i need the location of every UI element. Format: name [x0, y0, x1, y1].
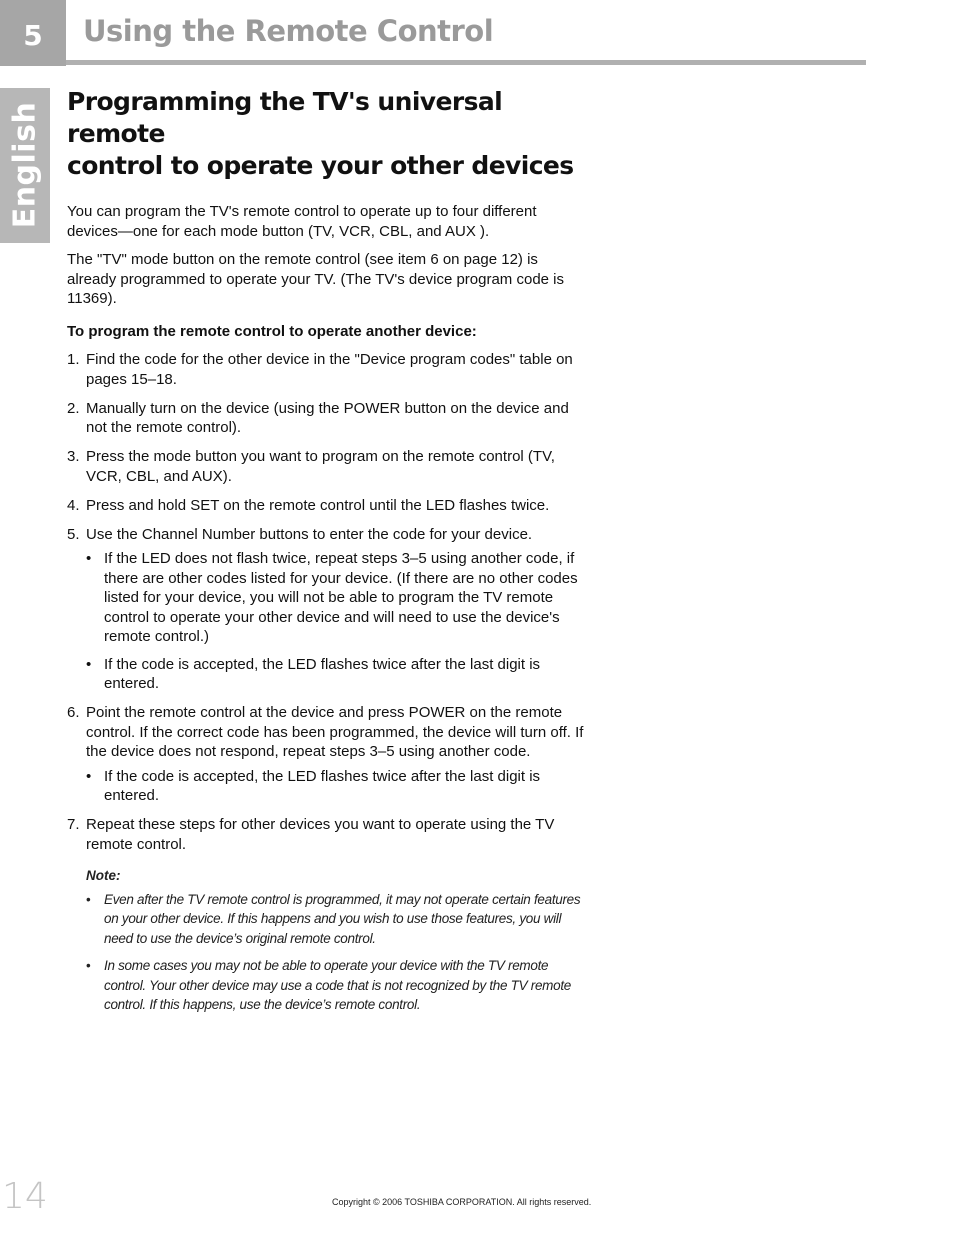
step-text: Press and hold SET on the remote control until the LED flashes twice.	[86, 496, 550, 514]
step-text: Repeat these steps for other devices you want to operate using the TV remote control.	[86, 816, 555, 853]
section-title-line1: Programming the TV's universal remote	[67, 87, 503, 148]
step-item	[67, 525, 587, 694]
step-item	[67, 399, 587, 438]
step-list	[67, 350, 587, 854]
procedure-heading: To program the remote control to operate another device:	[67, 322, 477, 340]
sub-bullet-text: If the code is accepted, the LED flashes twice after the last digit is entered.	[104, 767, 541, 804]
note-item	[86, 956, 587, 1015]
note-list	[86, 890, 587, 1015]
chapter-title: Using the Remote Control	[83, 14, 494, 48]
note-title: Note:	[86, 868, 121, 883]
intro-paragraph-2: The "TV" mode button on the remote control (see item 6 on page 12) is already programmed to operate your TV. (The TV's device program code is 11369).	[67, 251, 564, 307]
note-text: Even after the TV remote control is programmed, it may not operate certain features on your other device. If this happens and you wish to use those features, you will need to use the device’s original remote control.	[104, 891, 581, 946]
bullet-icon: •	[86, 891, 91, 907]
bullet-icon: •	[86, 958, 91, 973]
sub-bullet-item	[86, 767, 587, 806]
step-number: 6.	[67, 704, 80, 721]
step-item	[67, 496, 587, 516]
step-number: 1.	[67, 351, 80, 368]
language-tab	[0, 88, 50, 243]
step-sub-list	[86, 767, 587, 806]
step-number: 4.	[67, 496, 80, 514]
step-text: Manually turn on the device (using the POWER button on the device and not the remote control).	[86, 399, 569, 436]
bullet-icon: •	[86, 550, 92, 567]
note-item	[86, 890, 587, 949]
section-title	[67, 86, 587, 182]
step-sub-list	[86, 549, 587, 694]
sub-bullet-text: If the code is accepted, the LED flashes twice after the last digit is entered.	[104, 655, 541, 692]
step-text: Press the mode button you want to program on the remote control (TV, VCR, CBL, and AUX).	[86, 448, 555, 485]
step-item	[67, 447, 587, 486]
language-tab-label: English	[7, 101, 43, 229]
main-content	[67, 86, 587, 1023]
copyright-notice: Copyright © 2006 TOSHIBA CORPORATION. All rights reserved.	[332, 1197, 592, 1207]
step-item	[67, 350, 587, 389]
step-text: Find the code for the other device in the "Device program codes" table on pages 15–18.	[86, 351, 573, 388]
page-number: 14	[2, 1176, 48, 1217]
header-divider	[66, 60, 866, 65]
step-text: Use the Channel Number buttons to enter the code for your device.	[86, 525, 533, 543]
chapter-number: 5	[0, 0, 66, 66]
bullet-icon: •	[86, 767, 92, 785]
step-item	[67, 815, 587, 854]
step-number: 5.	[67, 525, 80, 543]
step-text: Point the remote control at the device and press POWER on the remote control. If the correct code has been programmed, the device will turn off. If the device does not respond, repeat steps 3–5 using another code.	[86, 704, 584, 760]
note-text: In some cases you may not be able to operate your device with the TV remote control. Your other device may use a code that is not recognized by the TV remote control. If this happens, use the device’s remote control.	[104, 958, 571, 1012]
sub-bullet-item	[86, 655, 587, 694]
sub-bullet-text: If the LED does not flash twice, repeat steps 3–5 using another code, if there are other codes listed for your device. (If there are no other codes listed for your device, you will not be able to program the TV remote control to operate your other device and will need to use the device's remote control.)	[104, 550, 578, 645]
step-number: 7.	[67, 816, 80, 833]
step-number: 2.	[67, 399, 80, 417]
step-number: 3.	[67, 448, 80, 465]
step-item	[67, 703, 587, 806]
note-block	[86, 866, 587, 1015]
section-title-line2: control to operate your other devices	[67, 151, 574, 180]
intro-paragraph-1: You can program the TV's remote control to operate up to four different devices—one for each mode button (TV, VCR, CBL, and AUX ).	[67, 203, 537, 240]
bullet-icon: •	[86, 655, 92, 673]
sub-bullet-item	[86, 549, 587, 647]
